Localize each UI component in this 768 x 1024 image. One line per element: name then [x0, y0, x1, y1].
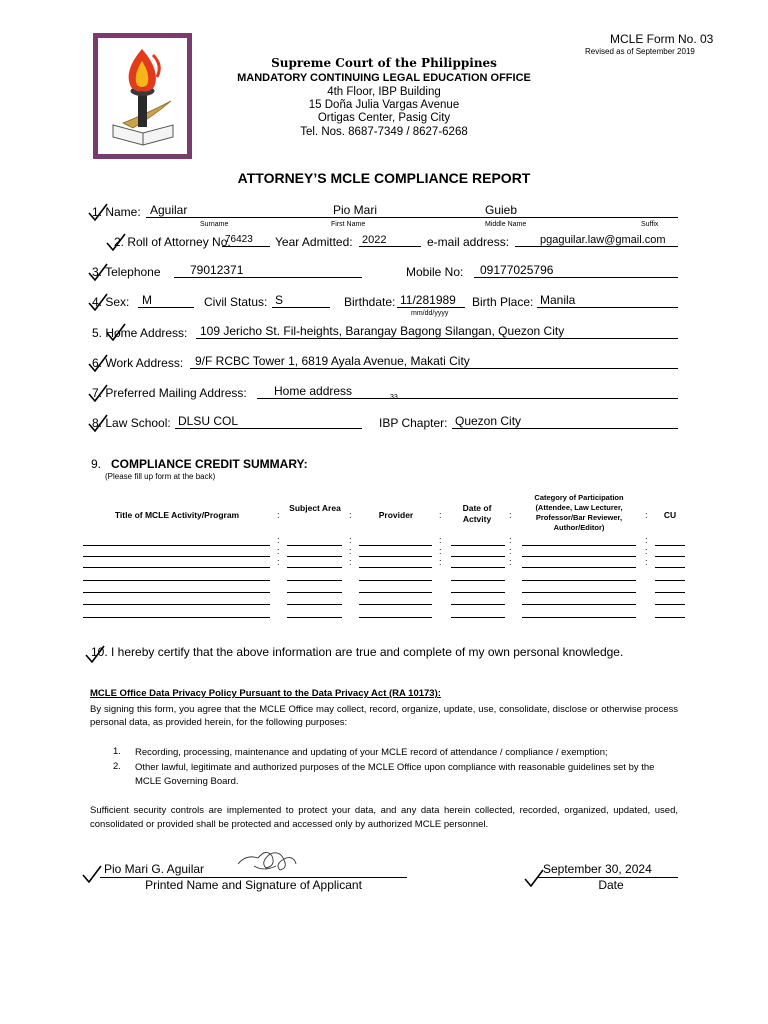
row-separator: :	[645, 546, 648, 556]
mailing-address-line	[257, 398, 678, 399]
row-separator: :	[645, 557, 648, 567]
table-blank-cell[interactable]	[83, 617, 270, 618]
row-separator: :	[349, 535, 352, 545]
birthplace-value[interactable]: Manila	[540, 293, 576, 307]
col-separator: :	[439, 510, 442, 520]
telephone-value[interactable]: 79012371	[190, 263, 244, 277]
name-line	[146, 217, 678, 218]
page-title: ATTORNEY’S MCLE COMPLIANCE REPORT	[237, 170, 531, 186]
table-blank-cell[interactable]	[83, 604, 270, 605]
mobile-label: Mobile No:	[406, 265, 464, 279]
law-school-line	[175, 428, 362, 429]
ibp-chapter-line	[452, 428, 678, 429]
table-blank-cell[interactable]	[359, 556, 432, 557]
table-blank-cell[interactable]	[287, 592, 342, 593]
privacy-intro: By signing this form, you agree that the MCLE Office may collect, record, organize, update, use, consolidate, disclose or otherwise process personal data, as provided herein, for the following purposes:	[90, 704, 678, 728]
privacy-closing: Sufficient security controls are implemented to protect your data, and any data herein collected, recorded, organized, updated, used, consolidated or provided shall be protected and accessed only by authorized MCLE personnel.	[90, 805, 678, 830]
roll-value[interactable]: 76423	[225, 234, 253, 245]
table-blank-cell[interactable]	[522, 580, 636, 581]
address-line-1: 4th Floor, IBP Building	[327, 86, 441, 98]
birthdate-value[interactable]: 11/281989	[400, 293, 456, 307]
sex-value[interactable]: M	[142, 293, 152, 307]
privacy-item-number: 2.	[113, 761, 121, 772]
surname-caption: Surname	[200, 221, 229, 228]
table-blank-cell[interactable]	[287, 556, 342, 557]
privacy-item-1: Recording, processing, maintenance and updating of your MCLE record of attendance / compliance / exemption;	[135, 747, 608, 758]
address-line-3: Ortigas Center, Pasig City	[317, 112, 451, 124]
col-date-header: Date of Actvity	[462, 503, 492, 524]
email-label: e-mail address:	[427, 235, 510, 249]
table-blank-cell[interactable]	[522, 604, 636, 605]
signature-caption: Printed Name and Signature of Applicant	[145, 878, 362, 892]
table-blank-cell[interactable]	[522, 592, 636, 593]
table-blank-cell[interactable]	[83, 567, 270, 568]
privacy-item-2: Other lawful, legitimate and authorized purposes of the MCLE Office upon compliance with reasonable guidelines set by the MCLE Governing Board.	[135, 762, 655, 787]
row-separator: :	[439, 546, 442, 556]
table-blank-cell[interactable]	[359, 604, 432, 605]
law-school-label: 8. Law School:	[92, 416, 171, 430]
table-blank-cell[interactable]	[83, 545, 270, 546]
handwritten-signature-icon	[236, 846, 298, 876]
table-blank-cell[interactable]	[451, 617, 505, 618]
row-separator: :	[439, 535, 442, 545]
row-separator: :	[439, 557, 442, 567]
table-blank-cell[interactable]	[655, 580, 685, 581]
ibp-chapter-label: IBP Chapter:	[379, 416, 448, 430]
table-blank-cell[interactable]	[522, 567, 636, 568]
row-separator: :	[509, 535, 512, 545]
civil-status-value[interactable]: S	[275, 293, 284, 307]
torch-book-seal-icon	[93, 33, 192, 159]
row-separator: :	[509, 546, 512, 556]
table-blank-cell[interactable]	[451, 604, 505, 605]
privacy-heading: MCLE Office Data Privacy Policy Pursuant to the Data Privacy Act (RA 10173):	[90, 688, 441, 699]
table-blank-cell[interactable]	[522, 545, 636, 546]
name-label: 1. Name:	[92, 205, 141, 219]
table-blank-cell[interactable]	[451, 545, 505, 546]
table-blank-cell[interactable]	[655, 567, 685, 568]
summary-number: 9.	[91, 457, 102, 471]
row-separator: :	[645, 535, 648, 545]
year-value[interactable]: 2022	[362, 234, 387, 246]
telephone-line	[174, 277, 362, 278]
roll-line	[222, 246, 270, 247]
work-address-value[interactable]: 9/F RCBC Tower 1, 6819 Ayala Avenue, Makati City	[195, 354, 470, 368]
row-separator: :	[277, 557, 280, 567]
work-address-label: 6. Work Address:	[92, 356, 184, 370]
checkmark-icon	[82, 865, 102, 883]
address-line-2: 15 Doña Julia Vargas Avenue	[308, 99, 460, 111]
roll-label: 2. Roll of Attorney No.	[114, 235, 231, 249]
table-blank-cell[interactable]	[359, 592, 432, 593]
table-blank-cell[interactable]	[655, 617, 685, 618]
date-caption: Date	[598, 878, 624, 892]
mobile-value[interactable]: 09177025796	[480, 263, 554, 277]
applicant-name[interactable]: Pio Mari G. Aguilar	[104, 862, 205, 876]
col-separator: :	[349, 510, 352, 520]
table-blank-cell[interactable]	[287, 545, 342, 546]
form-revision: Revised as of September 2019	[585, 47, 695, 56]
table-blank-cell[interactable]	[522, 556, 636, 557]
birthdate-label: Birthdate:	[344, 295, 396, 309]
middle-name-caption: Middle Name	[485, 221, 527, 228]
row-separator: :	[277, 546, 280, 556]
table-blank-cell[interactable]	[287, 580, 342, 581]
table-blank-cell[interactable]	[83, 556, 270, 557]
table-blank-cell[interactable]	[287, 617, 342, 618]
table-blank-cell[interactable]	[655, 556, 685, 557]
email-line	[515, 246, 678, 247]
table-blank-cell[interactable]	[359, 617, 432, 618]
first-name-caption: First Name	[331, 221, 366, 228]
mobile-line	[474, 277, 678, 278]
mailing-address-value[interactable]: Home address	[274, 384, 353, 398]
date-value[interactable]: September 30, 2024	[543, 862, 652, 876]
table-blank-cell[interactable]	[655, 545, 685, 546]
birthdate-caption: mm/dd/yyyy	[411, 310, 449, 317]
table-blank-cell[interactable]	[359, 567, 432, 568]
row-separator: :	[277, 535, 280, 545]
row-separator: :	[509, 557, 512, 567]
suffix-caption: Suffix	[641, 221, 659, 228]
table-blank-cell[interactable]	[287, 567, 342, 568]
email-value[interactable]: pgaguilar.law@gmail.com	[540, 234, 666, 246]
work-address-line	[190, 368, 678, 369]
table-blank-cell[interactable]	[451, 592, 505, 593]
row-separator: :	[349, 557, 352, 567]
summary-heading: COMPLIANCE CREDIT SUMMARY:	[111, 457, 308, 471]
table-blank-cell[interactable]	[83, 592, 270, 593]
year-label: Year Admitted:	[275, 235, 353, 249]
telephone-label: 3. Telephone	[92, 265, 161, 279]
col-title-header: Title of MCLE Activity/Program	[114, 510, 240, 520]
civil-status-label: Civil Status:	[204, 295, 268, 309]
court-name: Supreme Court of the Philippines	[271, 56, 497, 70]
sex-label: 4. Sex:	[92, 295, 130, 309]
mailing-address-note: 33	[390, 394, 398, 401]
table-blank-cell[interactable]	[655, 592, 685, 593]
summary-note: (Please fill up form at the back)	[105, 472, 216, 481]
office-name: MANDATORY CONTINUING LEGAL EDUCATION OFFICE	[237, 72, 531, 84]
col-category-header: Category of Participation (Attendee, Law Lecturer, Professor/Bar Reviewer, Author/Editor)	[534, 493, 624, 532]
col-subject-header: Subject Area	[289, 503, 341, 513]
table-blank-cell[interactable]	[451, 556, 505, 557]
col-separator: :	[509, 510, 512, 520]
birthplace-label: Birth Place:	[472, 295, 534, 309]
birthplace-line	[537, 307, 678, 308]
table-blank-cell[interactable]	[451, 580, 505, 581]
law-school-value[interactable]: DLSU COL	[178, 414, 239, 428]
ibp-chapter-value[interactable]: Quezon City	[455, 414, 522, 428]
table-blank-cell[interactable]	[83, 580, 270, 581]
first-name-value[interactable]: Pio Mari	[333, 203, 378, 217]
col-cu-header: CU	[663, 510, 677, 520]
sex-line	[138, 307, 194, 308]
birthdate-line	[397, 307, 465, 308]
certification-statement: 10. I hereby certify that the above information are true and complete of my own personal knowledge.	[91, 645, 624, 659]
table-blank-cell[interactable]	[287, 604, 342, 605]
civil-status-line	[272, 307, 330, 308]
telephone-numbers: Tel. Nos. 8687-7349 / 8627-6268	[300, 126, 468, 138]
col-provider-header: Provider	[378, 510, 414, 520]
privacy-item-number: 1.	[113, 746, 121, 757]
mailing-address-label: 7. Preferred Mailing Address:	[92, 386, 247, 400]
row-separator: :	[349, 546, 352, 556]
home-address-label: 5. Home Address:	[92, 326, 188, 340]
table-blank-cell[interactable]	[451, 567, 505, 568]
form-number: MCLE Form No. 03	[610, 32, 714, 46]
table-blank-cell[interactable]	[359, 545, 432, 546]
table-blank-cell[interactable]	[522, 617, 636, 618]
surname-value[interactable]: Aguilar	[150, 203, 188, 217]
year-line	[359, 246, 421, 247]
home-address-line	[196, 338, 678, 339]
home-address-value[interactable]: 109 Jericho St. Fil-heights, Barangay Bagong Silangan, Quezon City	[200, 324, 565, 338]
middle-name-value[interactable]: Guieb	[485, 203, 518, 217]
col-separator: :	[645, 510, 648, 520]
table-blank-cell[interactable]	[359, 580, 432, 581]
col-separator: :	[277, 510, 280, 520]
table-blank-cell[interactable]	[655, 604, 685, 605]
